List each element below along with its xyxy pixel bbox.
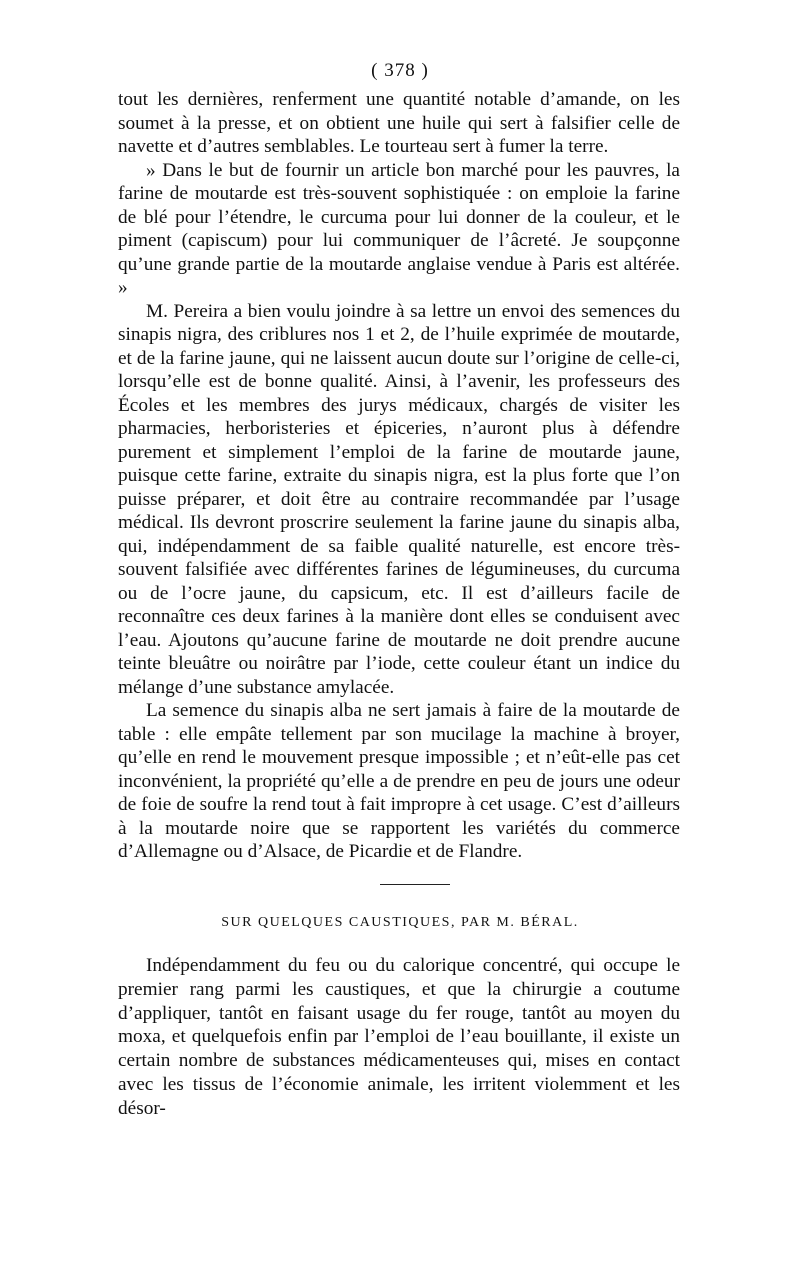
section-divider: [380, 884, 450, 885]
paragraph-quote: » Dans le but de fournir un article bon marché pour les pauvres, la farine de moutarde est très-souvent sophistiquée : on emploie la farine de blé pour l’étendre, le curcuma pour lui donner de la couleur, et le piment (capiscum) pour lui communiquer de l’âcreté. Je soupçonne qu’une grande partie de la moutarde anglaise vendue à Paris est altérée. »: [118, 159, 680, 298]
paragraph-sinapis-alba: La semence du sinapis alba ne sert jamais à faire de la moutarde de table : elle empâte tellement par son mucilage la machine à broyer, qu’elle en rend le mouvement presque impossible ; et n’eût-elle pas cet inconvénient, la propriété qu’elle a de prendre en peu de jours une odeur de foie de soufre la rend tout à fait impropre à cet usage. C’est d’ailleurs à la moutarde noire que se rapportent les variétés du commerce d’Allemagne ou d’Alsace, de Picardie et de Flandre.: [118, 700, 680, 862]
body-text-lower: [118, 954, 680, 1121]
body-text-upper: [118, 88, 680, 864]
paragraph-continuation: tout les dernières, renferment une quantité notable d’amande, on les soumet à la presse, et on obtient une huile qui sert à falsifier celle de navette et d’autres semblables. Le tourteau sert à fumer la terre.: [118, 89, 680, 157]
page-number: ( 378 ): [371, 60, 429, 81]
paragraph-caustiques: Indépendamment du feu ou du calorique concentré, qui occupe le premier rang parmi les caustiques, et que la chirurgie a coutume d’appliquer, tantôt en faisant usage du fer rouge, tantôt au moyen du moxa, et quelquefois enfin par l’emploi de l’eau bouillante, il existe un certain nombre de substances médicamenteuses qui, mises en contact avec les tissus de l’économie animale, les irritent violemment et les désor-: [118, 955, 680, 1119]
section-heading: SUR QUELQUES CAUSTIQUES, PAR M. BÉRAL.: [221, 915, 579, 930]
paragraph-pereira: M. Pereira a bien voulu joindre à sa lettre un envoi des semences du sinapis nigra, des criblures nos 1 et 2, de l’huile exprimée de moutarde, et de la farine jaune, qui ne laissent aucun doute sur l’origine de celle-ci, lorsqu’elle est de bonne qualité. Ainsi, à l’avenir, les professeurs des Écoles et les membres des jurys médicaux, chargés de visiter les pharmacies, herboristeries et épiceries, n’auront plus à défendre purement et simplement l’emploi de la farine de moutarde jaune, puisque cette farine, extraite du sinapis nigra, est la plus forte que l’on puisse préparer, et doit être au contraire recommandée par l’usage médical. Ils devront proscrire seulement la farine jaune du sinapis alba, qui, indépendamment de sa faible qualité naturelle, est encore très-souvent falsifiée avec différentes farines de légumineuses, du curcuma ou de l’ocre jaune, du capsicum, etc. Il est d’ailleurs facile de reconnaître ces deux farines à la manière dont elles se conduisent avec l’eau. Ajoutons qu’aucune farine de moutarde ne doit prendre aucune teinte bleuâtre ou noirâtre par l’iode, cette couleur étant un indice du mélange d’une substance amylacée.: [118, 300, 680, 698]
